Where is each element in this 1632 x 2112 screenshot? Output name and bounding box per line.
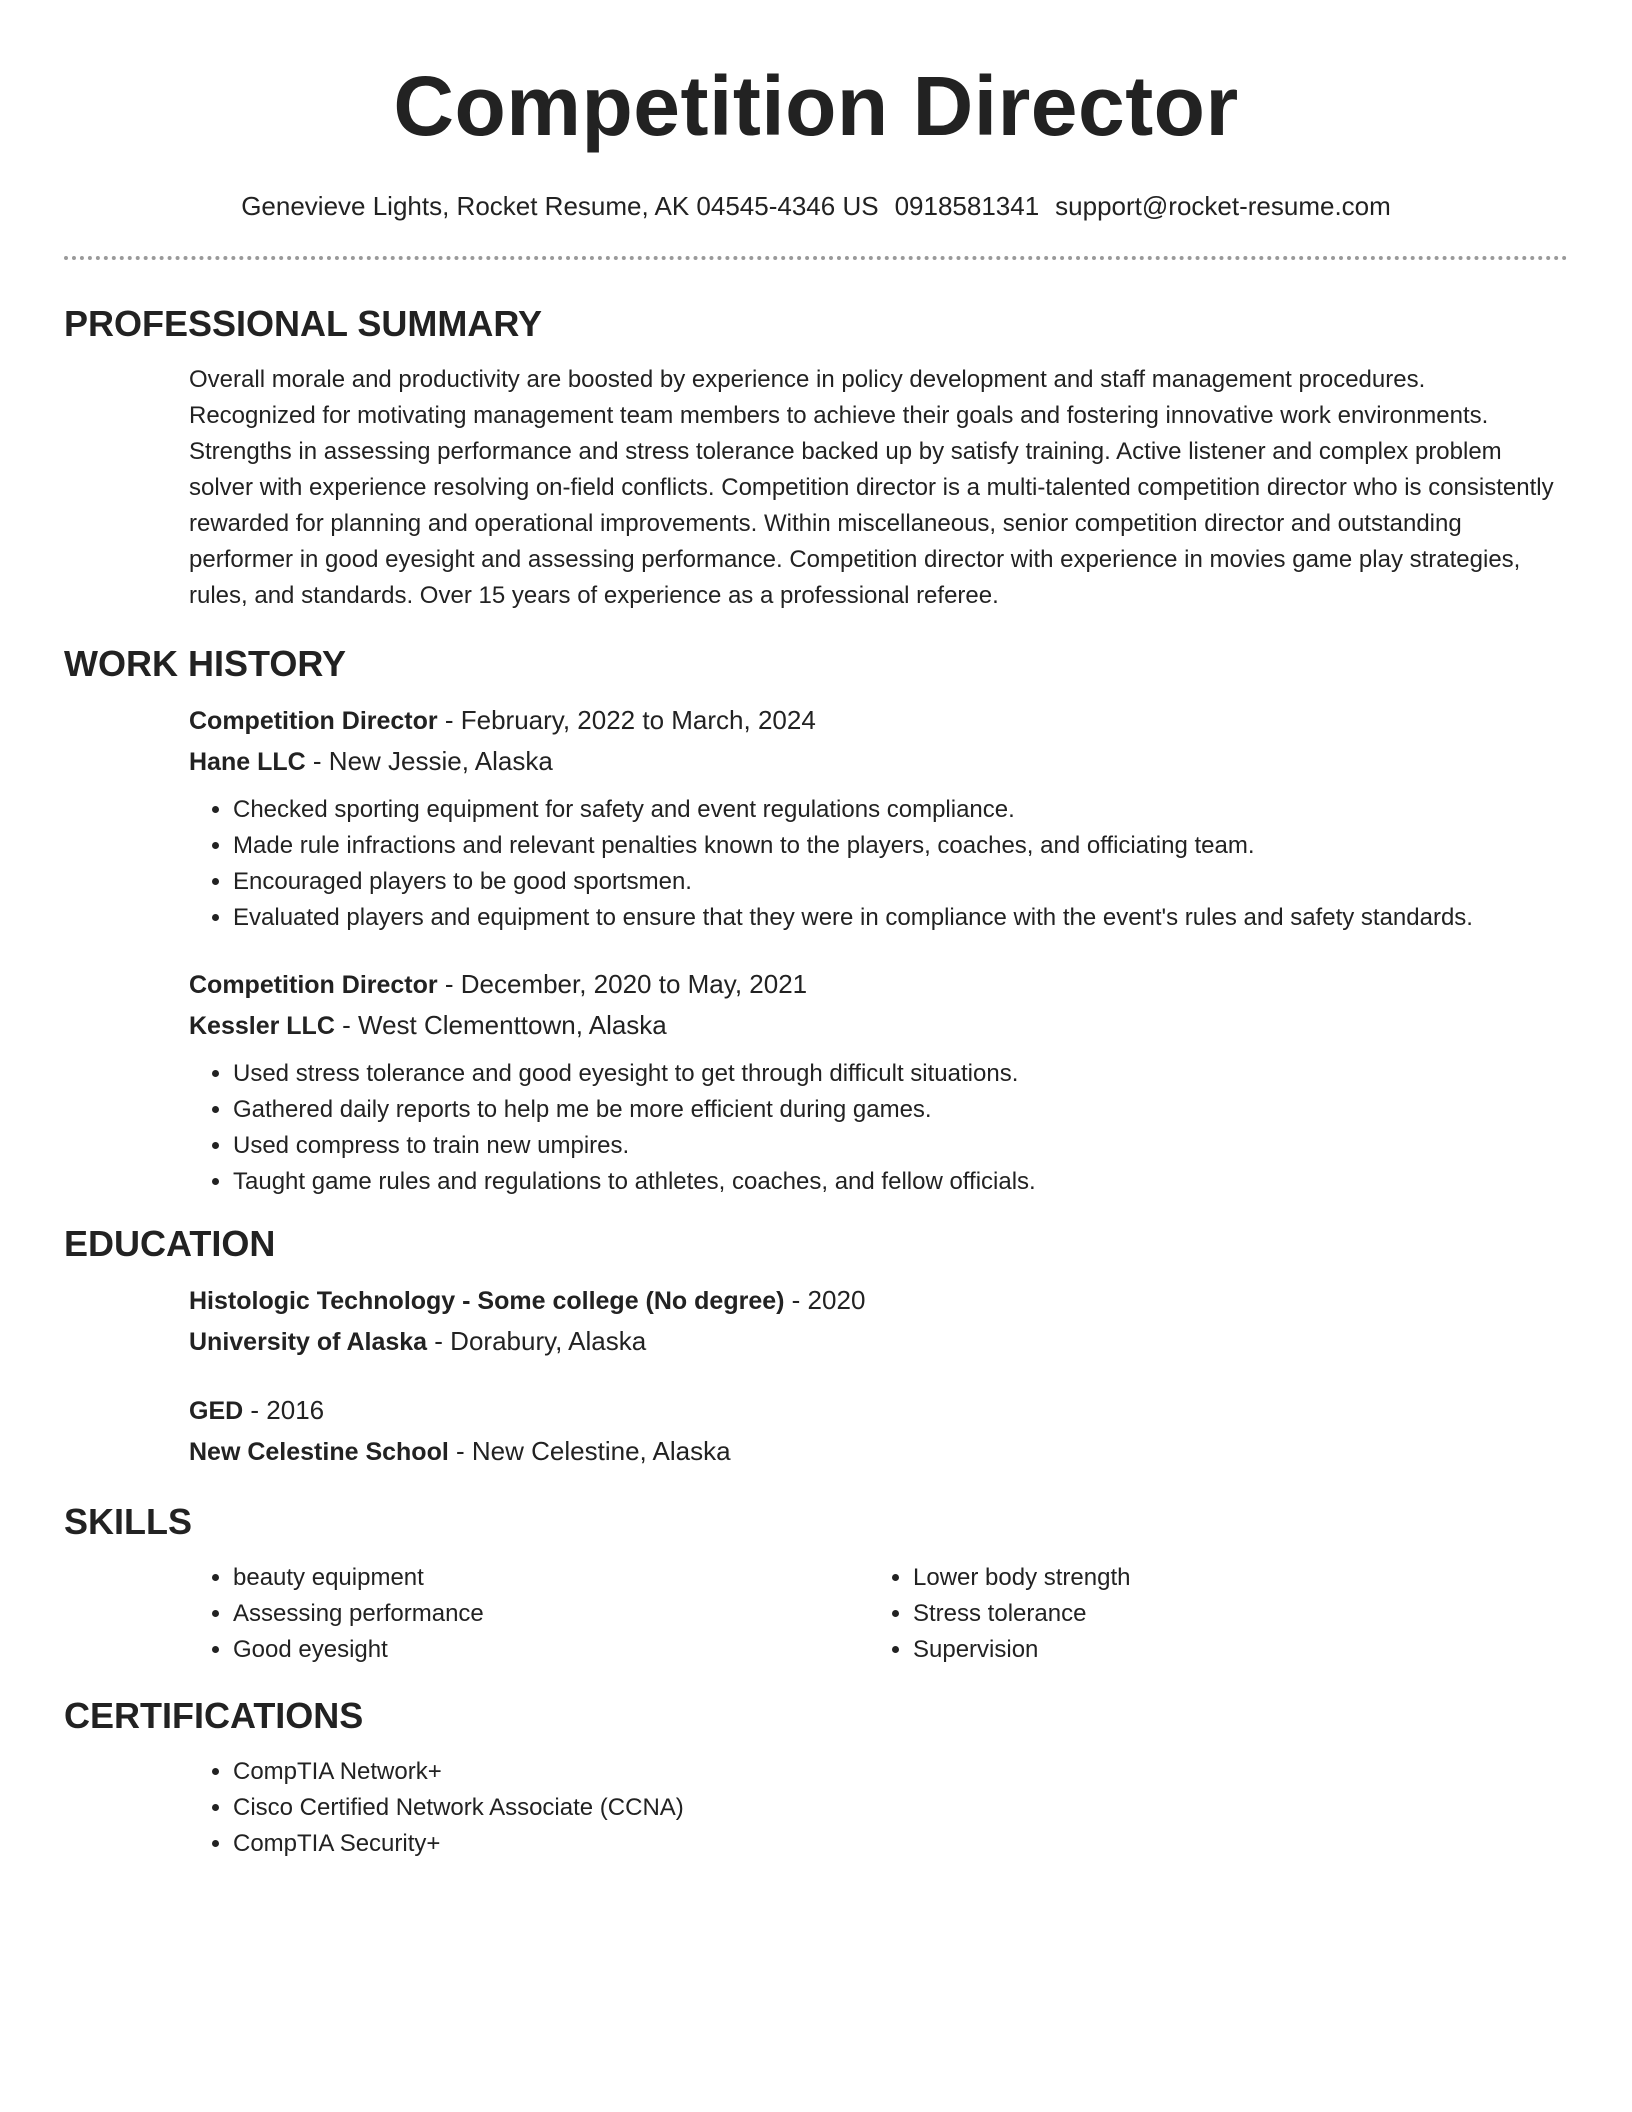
education-location: - Dorabury, Alaska: [427, 1326, 647, 1356]
skills-list-left: [189, 1560, 869, 1668]
education-heading: EDUCATION: [64, 1223, 276, 1264]
certifications-heading: CERTIFICATIONS: [64, 1695, 364, 1736]
job-entry: [189, 964, 1568, 1200]
summary-section: [64, 362, 1568, 614]
summary-heading: PROFESSIONAL SUMMARY: [64, 303, 543, 344]
list-item: • Encouraged players to be good sportsmen.: [233, 864, 1568, 900]
job-title-line: [189, 964, 1568, 1005]
list-item: • Supervision: [913, 1632, 1549, 1668]
education-location: - New Celestine, Alaska: [448, 1436, 731, 1466]
job-bullets: [189, 792, 1568, 936]
contact-address: Genevieve Lights, Rocket Resume, AK 04545-4346 US: [241, 191, 879, 221]
job-company-line: [189, 741, 1568, 782]
job-role: Competition Director: [189, 707, 438, 735]
contact-email: support@rocket-resume.com: [1055, 191, 1391, 221]
job-company: Kessler LLC: [189, 1012, 335, 1040]
job-location: - West Clementtown, Alaska: [334, 1010, 667, 1040]
job-bullets: [189, 1056, 1568, 1200]
skills-section: [64, 1560, 1568, 1668]
header-divider: [64, 256, 1568, 260]
education-section: [64, 1280, 1568, 1472]
list-item: • Gathered daily reports to help me be more efficient during games.: [233, 1092, 1568, 1128]
education-entry: [189, 1390, 1568, 1472]
work-history-heading: WORK HISTORY: [64, 643, 347, 684]
skills-list-right: [869, 1560, 1549, 1668]
education-degree-line: [189, 1280, 1568, 1321]
certifications-list: [189, 1754, 1568, 1862]
education-year: - 2016: [243, 1395, 325, 1425]
list-item: • Lower body strength: [913, 1560, 1549, 1596]
work-history-section: [64, 700, 1568, 1200]
list-item: • Stress tolerance: [913, 1596, 1549, 1632]
summary-text: Overall morale and productivity are boosted by experience in policy development and staff management procedures. Recognized for motivating management team members to achieve their goals and fostering innovative work environments. Strengths in assessing performance and stress tolerance backed up by satisfy training. Active listener and complex problem solver with experience resolving on-field conflicts. Competition director is a multi-talented competition director who is consistently rewarded for planning and operational improvements. Within miscellaneous, senior competition director and outstanding performer in good eyesight and assessing performance. Competition director with experience in movies game play strategies, rules, and standards. Over 15 years of experience as a professional referee.: [189, 366, 1554, 609]
skills-column-right: [869, 1560, 1549, 1668]
education-degree: GED: [189, 1397, 244, 1425]
education-degree: Histologic Technology - Some college (No degree): [189, 1287, 785, 1315]
list-item: • Assessing performance: [233, 1596, 869, 1632]
list-item: • beauty equipment: [233, 1560, 869, 1596]
list-item: • Cisco Certified Network Associate (CCNA): [233, 1790, 1568, 1826]
job-role: Competition Director: [189, 971, 438, 999]
list-item: • Used compress to train new umpires.: [233, 1128, 1568, 1164]
education-school-line: [189, 1431, 1568, 1472]
certifications-section: [64, 1754, 1568, 1862]
skills-heading: SKILLS: [64, 1501, 193, 1542]
list-item: • CompTIA Network+: [233, 1754, 1568, 1790]
education-school: University of Alaska: [189, 1328, 428, 1356]
job-company-line: [189, 1005, 1568, 1046]
list-item: • CompTIA Security+: [233, 1826, 1568, 1862]
skills-column-left: [189, 1560, 869, 1668]
skills-grid: [189, 1560, 1568, 1668]
list-item: • Evaluated players and equipment to ensure that they were in compliance with the event's rules and safety standards.: [233, 900, 1568, 936]
list-item: • Checked sporting equipment for safety and event regulations compliance.: [233, 792, 1568, 828]
education-degree-line: [189, 1390, 1568, 1431]
job-title-line: [189, 700, 1568, 741]
job-dates: - February, 2022 to March, 2024: [437, 705, 816, 735]
job-company: Hane LLC: [189, 748, 306, 776]
education-school-line: [189, 1321, 1568, 1362]
resume-name: Competition Director: [393, 59, 1239, 153]
job-dates: - December, 2020 to May, 2021: [437, 969, 808, 999]
list-item: • Good eyesight: [233, 1632, 869, 1668]
education-year: - 2020: [784, 1285, 866, 1315]
education-school: New Celestine School: [189, 1438, 449, 1466]
contact-phone: 0918581341: [894, 191, 1040, 221]
contact-line: [64, 190, 1568, 222]
list-item: • Used stress tolerance and good eyesight to get through difficult situations.: [233, 1056, 1568, 1092]
list-item: • Taught game rules and regulations to athletes, coaches, and fellow officials.: [233, 1164, 1568, 1200]
job-location: - New Jessie, Alaska: [305, 746, 553, 776]
list-item: • Made rule infractions and relevant penalties known to the players, coaches, and officiating team.: [233, 828, 1568, 864]
education-entry: [189, 1280, 1568, 1362]
job-entry: [189, 700, 1568, 936]
